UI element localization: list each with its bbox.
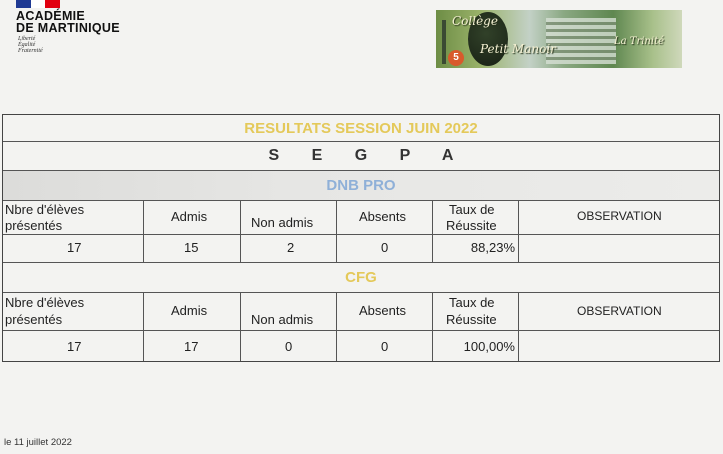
motto-liberte: Liberté [18,36,36,42]
results-title: RESULTATS SESSION JUIN 2022 [3,115,719,142]
cfg-taux-value: 100,00% [463,339,515,354]
dnb-taux [433,235,519,262]
col-non-admis [241,201,337,234]
cfg-col-presentes [3,293,144,330]
cfg-label-presentes-l1: Nbre d'élèves [5,295,85,310]
cfg-non-admis [241,331,337,361]
cfg-presentes [3,331,144,361]
col-presentes [3,201,144,234]
dnb-values-row [3,235,719,263]
dnb-non-admis-value: 2 [287,240,295,255]
results-table [2,114,720,362]
cfg-taux [433,331,519,361]
cfg-values-row [3,331,719,361]
cfg-heading: CFG [3,263,719,293]
cfg-presentes-value: 17 [67,339,82,354]
dnb-taux-value: 88,23% [470,240,515,255]
cfg-label-taux-l1: Taux de [449,295,495,310]
dnb-presentes [3,235,144,262]
dnb-presentes-value: 17 [67,240,82,255]
cfg-header-row [3,293,719,331]
dnb-observation [519,235,719,262]
dnb-header-row [3,201,719,235]
label-observation: OBSERVATION [577,209,662,223]
label-non-admis: Non admis [251,215,314,230]
cfg-label-presentes-l2: présentés [5,312,63,327]
cfg-label-non-admis: Non admis [251,312,314,327]
cfg-col-non-admis [241,293,337,330]
motto-fraternite: Fraternité [18,48,43,54]
academie-logo [14,0,134,60]
label-taux-l1: Taux de [449,202,495,217]
col-admis [144,201,241,234]
cfg-absents-value: 0 [381,339,389,354]
label-taux-l2: Réussite [446,218,497,233]
label-presentes-l2: présentés [5,218,63,233]
col-absents [337,201,433,234]
college-banner-image [436,10,682,68]
motto-egalite: Égalité [18,42,36,48]
logo-line-2: DE MARTINIQUE [16,21,120,35]
dnb-non-admis [241,235,337,262]
label-presentes-l1: Nbre d'élèves [5,202,85,217]
cfg-label-admis: Admis [171,303,208,318]
banner-text-name: Petit Manoir [480,42,556,56]
tower-shape [442,20,446,64]
cfg-label-observation: OBSERVATION [577,304,662,318]
french-flag-icon [16,0,60,8]
cfg-absents [337,331,433,361]
document-date: le 11 juillet 2022 [4,437,72,448]
cfg-label-taux-l2: Réussite [446,312,497,327]
cfg-non-admis-value: 0 [285,339,293,354]
cfg-observation [519,331,719,361]
cfg-admis [144,331,241,361]
dnb-admis [144,235,241,262]
cfg-admis-value: 17 [184,339,199,354]
section-segpa: S E G P A [3,142,719,171]
cfg-col-absents [337,293,433,330]
banner-text-college: Collège [452,14,498,28]
building-photo [546,18,616,64]
dnb-absents-value: 0 [381,240,389,255]
logo-line-1: ACADÉMIE [16,9,86,23]
label-absents: Absents [359,209,406,224]
cfg-col-taux [433,293,519,330]
label-admis: Admis [171,209,208,224]
col-observation [519,201,719,234]
dnb-absents [337,235,433,262]
cfg-col-observation [519,293,719,330]
badge-icon: 5 [448,50,464,66]
col-taux [433,201,519,234]
cfg-col-admis [144,293,241,330]
dnb-pro-heading: DNB PRO [3,171,719,201]
dnb-admis-value: 15 [184,240,199,255]
cfg-label-absents: Absents [359,303,406,318]
banner-text-town: La Trinité [614,36,665,47]
